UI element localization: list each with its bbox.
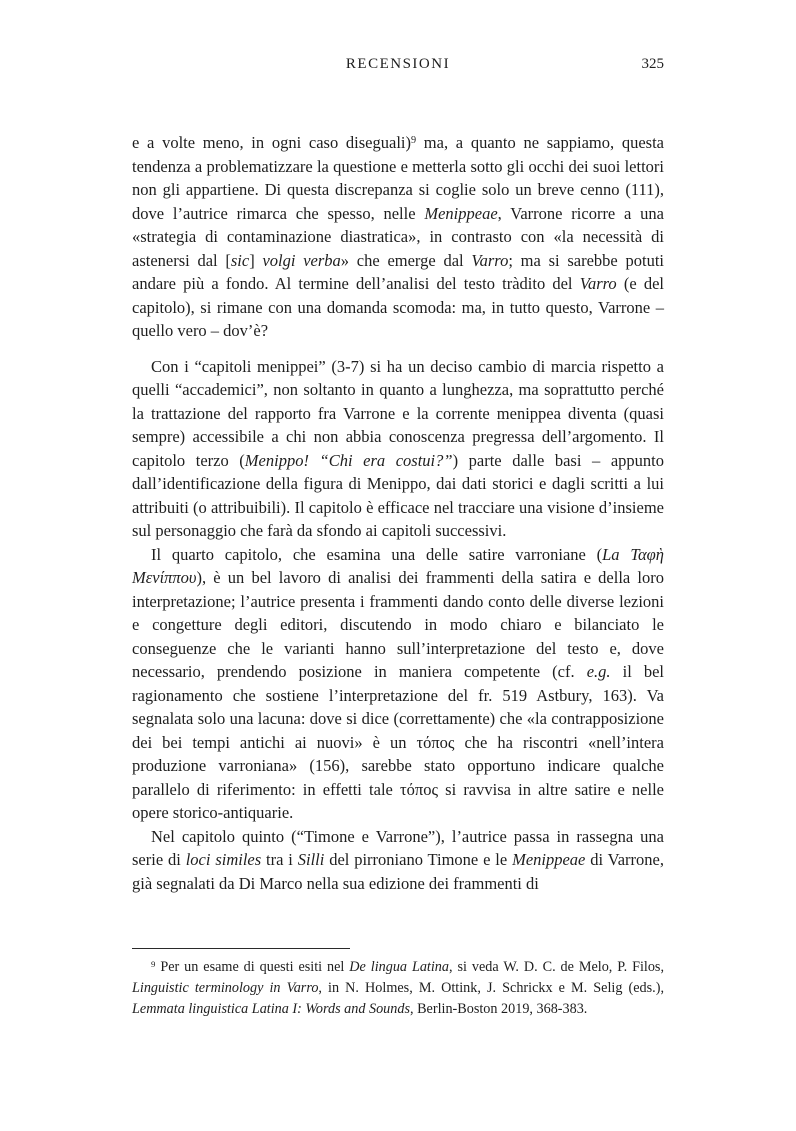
footnote-marker: 9 xyxy=(151,959,156,970)
footnote-block xyxy=(132,948,664,1021)
paragraph-1 xyxy=(132,131,664,343)
footnote-text xyxy=(132,957,664,1021)
text-run: , Varrone ricorre a una «strategia di contaminazione diastratica», in contrasto con «la necessità di astenersi dal [ xyxy=(132,203,664,270)
text-run: , si veda W. D. C. de Melo, P. Filos, xyxy=(449,959,665,975)
paragraph-3 xyxy=(132,543,664,825)
text-run: ma, a quanto ne sappiamo, questa tendenza a problematizzare la questione e metterla sotto gli occhi dei suoi lettori non gli appartiene. Di questa discrepanza si coglie solo un breve cenno (111), dove l’autrice rimarca che spesso, nelle xyxy=(132,133,664,223)
review-body-text xyxy=(132,131,664,895)
text-run: tra i xyxy=(261,850,298,869)
italic-text-run: Varro xyxy=(579,274,617,293)
page-number: 325 xyxy=(641,56,664,72)
text-run: , Berlin-Boston 2019, 368-383. xyxy=(410,1001,588,1018)
section-title: RECENSIONI xyxy=(345,56,451,72)
text-run: e a volte meno, in ogni caso diseguali) xyxy=(132,133,411,152)
text-run: di Varrone, già segnalati da Di Marco nella sua edizione dei frammenti di xyxy=(132,850,664,893)
paragraph-4 xyxy=(132,825,664,896)
text-run: Per un esame di questi esiti nel xyxy=(155,959,350,975)
italic-text-run: Silli xyxy=(297,850,325,869)
italic-text-run: Varro xyxy=(471,250,509,270)
italic-text-run: De lingua Latina xyxy=(349,959,449,975)
italic-text-run: Menippeae xyxy=(512,850,586,869)
italic-text-run: Menippo! “Chi era costui?” xyxy=(244,450,453,470)
text-run: ) parte dalle basi – appunto dall’identificazione della figura di Menippo, dai dati storici e dagli scritti a lui attribuiti (o attribuibili). Il capitolo è efficace nel tracciare una visione d’insieme sul personaggio che farà da sfondo ai capitoli successivi. xyxy=(132,450,665,540)
running-head xyxy=(132,56,664,76)
text-run: Il quarto capitolo, che esamina una delle satire varroniane ( xyxy=(151,544,603,564)
italic-text-run: Menippeae xyxy=(424,203,498,223)
italic-text-run: sic xyxy=(230,250,250,270)
text-run: , in N. Holmes, M. Ottink, J. Schrickx e M. Selig (eds.), xyxy=(318,980,664,997)
footnote-rule xyxy=(132,948,350,949)
italic-text-run: volgi verba xyxy=(262,250,341,270)
italic-text-run: Lemmata linguistica Latina I: Words and Sounds xyxy=(132,1001,410,1018)
text-run: ), è un bel lavoro di analisi dei frammenti della satira e della loro interpretazione; l’autrice presenta i frammenti dando conto delle diverse lezioni e congetture degli editori, discutendo in modo chiaro e bilanciato le conseguenze che le varianti hanno sull’interpretazione del testo e, dove necessario, prendendo posizione in maniera competente (cf. xyxy=(132,568,664,681)
text-run: ] xyxy=(249,250,263,270)
text-run: » che emerge dal xyxy=(340,250,472,270)
footnote-marker: 9 xyxy=(410,135,417,147)
text-run: del pirroniano Timone e le xyxy=(324,850,513,869)
italic-text-run: e.g. xyxy=(586,662,611,681)
italic-text-run: La Ταφὴ Μενίππου xyxy=(132,544,664,587)
text-run: Nel capitolo quinto (“Timone e Varrone”), l’autrice passa in rassegna una serie di xyxy=(132,826,664,869)
footnote-runs xyxy=(132,959,664,1017)
text-run: il bel ragionamento che sostiene l’interpretazione del fr. 519 Astbury, 163). Va segnalata solo una lacuna: dove si dice (correttamente) che «la contrapposizione dei bei tempi antichi ai nuovi» è un τόπος che ha riscontri «nell’intera produzione varroniana» (156), sarebbe stato opportuno indicare qualche parallelo di riferimento: in effetti tale τόπος si ravvisa in altre satire e nelle opere storico-antiquarie. xyxy=(132,662,665,822)
text-run: ; ma si sarebbe potuti andare più a fondo. Al termine dell’analisi del testo tràdito del xyxy=(132,250,664,293)
text-run: (e del capitolo), si rimane con una domanda scomoda: ma, in tutto questo, Varrone – quello vero – dov’è? xyxy=(132,274,664,340)
text-run: Con i “capitoli menippei” (3-7) si ha un deciso cambio di marcia rispetto a quelli “accademici”, non soltanto in quanto a lunghezza, ma soprattutto perché la trattazione del rapporto fra Varrone e la corrente menippea diventa (quasi sempre) accessibile a chi non abbia conoscenza pregressa dell’argomento. Il capitolo terzo ( xyxy=(132,356,664,470)
paragraph-2 xyxy=(132,355,664,543)
italic-text-run: Linguistic terminology in Varro xyxy=(132,980,319,997)
italic-text-run: loci similes xyxy=(185,850,262,869)
